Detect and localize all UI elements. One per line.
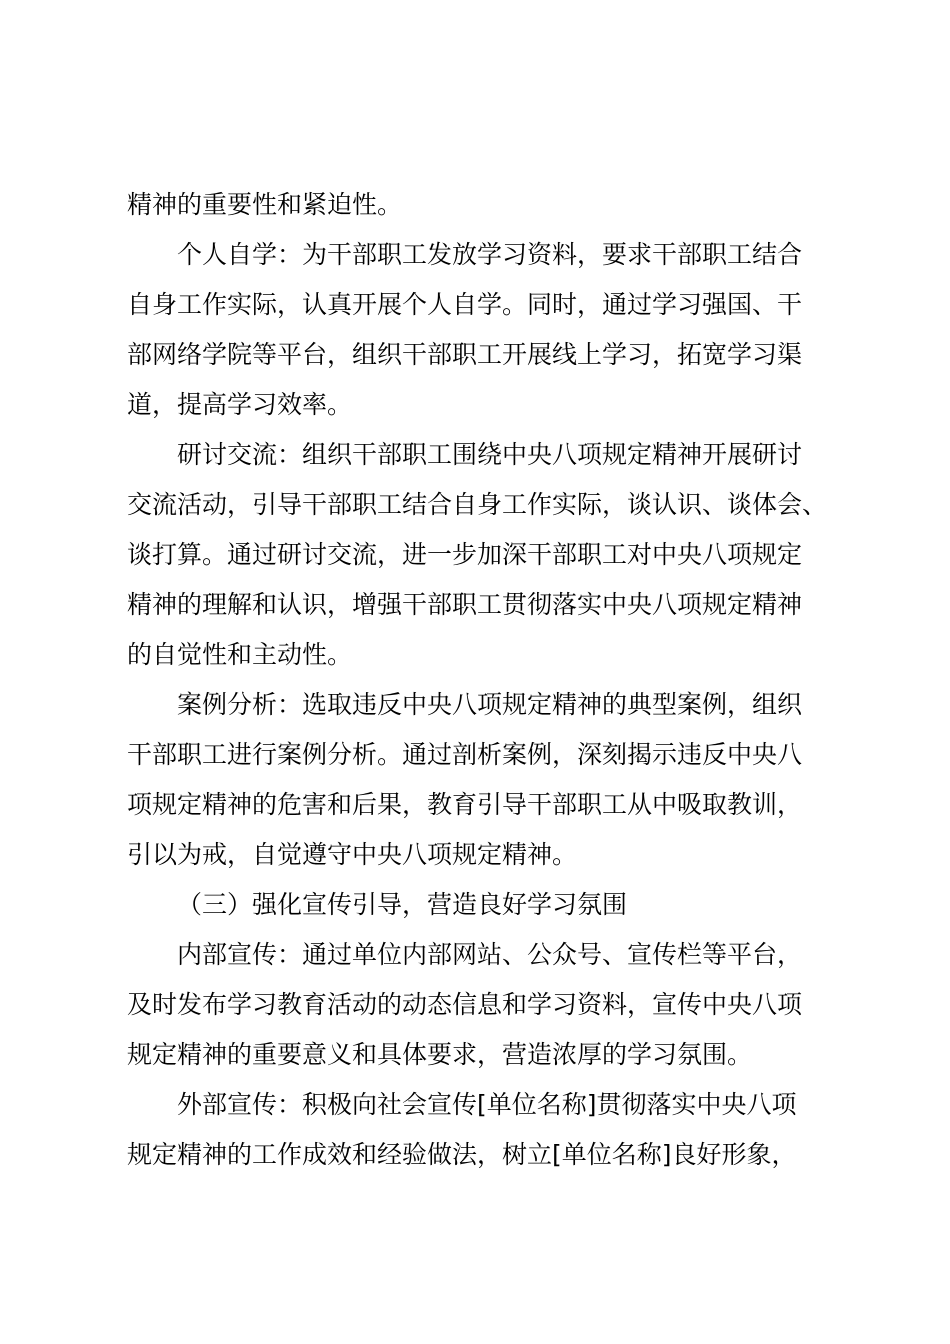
section-heading: （三）强化宣传引导，营造良好学习氛围 [177, 890, 628, 919]
document-body [127, 180, 847, 1180]
text-line: 规定精神的重要意义和具体要求，营造浓厚的学习氛围。 [127, 1040, 753, 1069]
text-line: 的自觉性和主动性。 [127, 640, 353, 669]
text-line: 规定精神的工作成效和经验做法，树立[单位名称]良好形象， [127, 1140, 797, 1169]
text-line: 部网络学院等平台，组织干部职工开展线上学习，拓宽学习渠 [127, 340, 803, 369]
paragraph-discussion-start: 研讨交流：组织干部职工围绕中央八项规定精神开展研讨 [177, 440, 803, 469]
text-line: 及时发布学习教育活动的动态信息和学习资料，宣传中央八项 [127, 990, 803, 1019]
text-line: 道，提高学习效率。 [127, 390, 353, 419]
text-line: 精神的理解和认识，增强干部职工贯彻落实中央八项规定精神 [127, 590, 803, 619]
paragraph-external-publicity-start: 外部宣传：积极向社会宣传[单位名称]贯彻落实中央八项 [177, 1090, 797, 1119]
text-line: 项规定精神的危害和后果，教育引导干部职工从中吸取教训， [127, 790, 803, 819]
text-line: 交流活动，引导干部职工结合自身工作实际，谈认识、谈体会、 [127, 490, 828, 519]
paragraph-case-analysis-start: 案例分析：选取违反中央八项规定精神的典型案例，组织 [177, 690, 803, 719]
paragraph-personal-study-start: 个人自学：为干部职工发放学习资料，要求干部职工结合 [177, 240, 803, 269]
text-line: 精神的重要性和紧迫性。 [127, 190, 403, 219]
text-line: 干部职工进行案例分析。通过剖析案例，深刻揭示违反中央八 [127, 740, 803, 769]
text-line: 谈打算。通过研讨交流，进一步加深干部职工对中央八项规定 [127, 540, 803, 569]
text-line: 自身工作实际，认真开展个人自学。同时，通过学习强国、干 [127, 290, 803, 319]
text-line: 引以为戒，自觉遵守中央八项规定精神。 [127, 840, 578, 869]
paragraph-internal-publicity-start: 内部宣传：通过单位内部网站、公众号、宣传栏等平台， [177, 940, 803, 969]
